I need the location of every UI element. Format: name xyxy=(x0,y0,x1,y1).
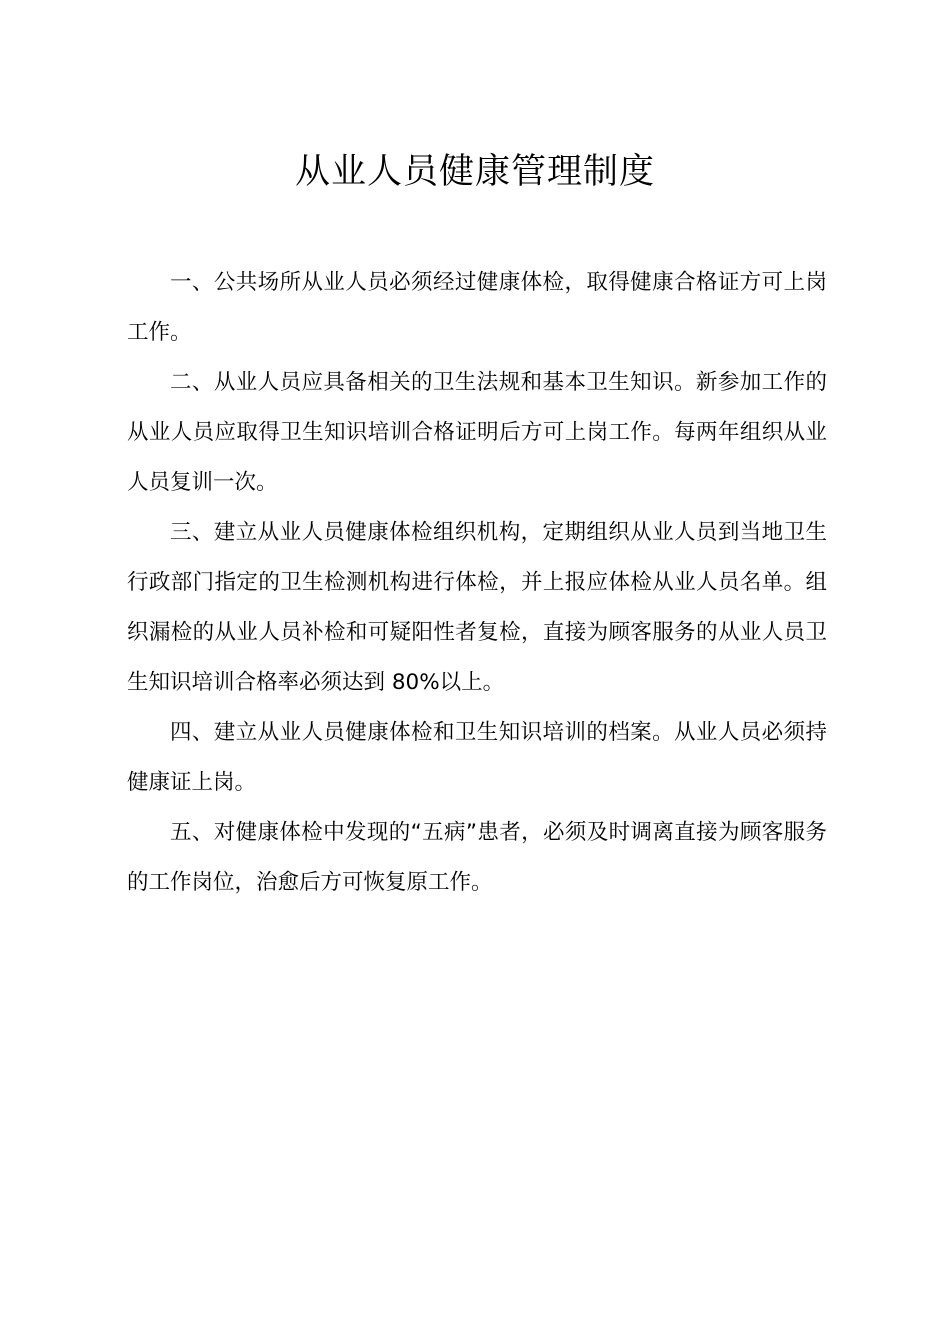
paragraph-4: 四、建立从业人员健康体检和卫生知识培训的档案。从业人员必须持健康证上岗。 xyxy=(127,720,827,795)
paragraph-2: 二、从业人员应具备相关的卫生法规和基本卫生知识。新参加工作的从业人员应取得卫生知识培训合格证明后方可上岗工作。每两年组织从业人员复训一次。 xyxy=(127,370,827,495)
paragraph-3: 三、建立从业人员健康体检组织机构，定期组织从业人员到当地卫生行政部门指定的卫生检测机构进行体检，并上报应体检从业人员名单。组织漏检的从业人员补检和可疑阳性者复检，直接为顾客服务的从业人员卫生知识培训合格率必须达到 80%以上。 xyxy=(127,520,827,695)
paragraph-1: 一、公共场所从业人员必须经过健康体检，取得健康合格证方可上岗工作。 xyxy=(127,270,827,345)
document-title: 从业人员健康管理制度 xyxy=(294,152,655,192)
paragraph-5: 五、对健康体检中发现的“五病”患者，必须及时调离直接为顾客服务的工作岗位，治愈后方可恢复原工作。 xyxy=(127,820,827,895)
document-body xyxy=(127,258,827,908)
